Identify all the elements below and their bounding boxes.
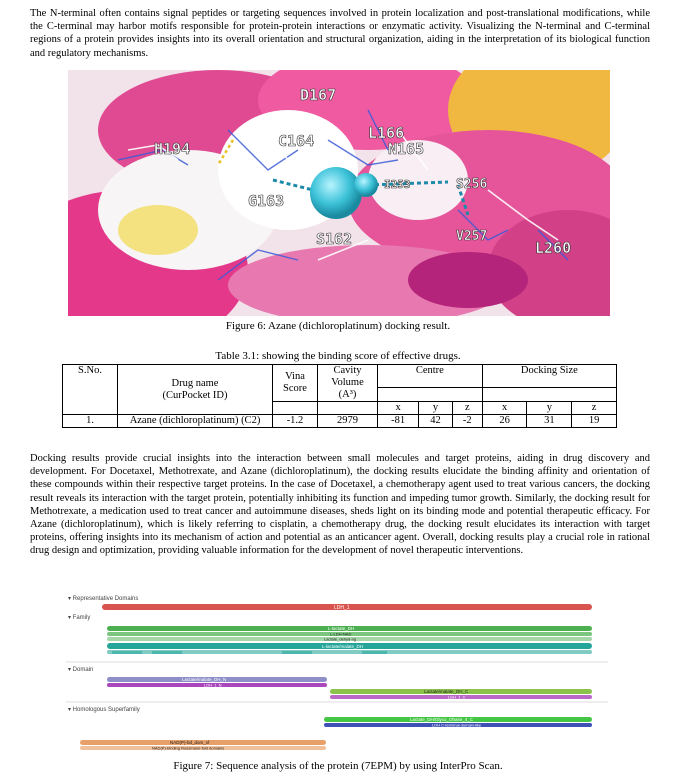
svg-text:NAD(P)-bd_dom_sf: NAD(P)-bd_dom_sf	[170, 740, 210, 745]
header-vina: Vina Score	[273, 365, 318, 402]
table-caption: Table 3.1: showing the binding score of effective drugs.	[215, 350, 461, 362]
header-cavity: Cavity Volume (A³)	[318, 365, 378, 402]
residue-label: G163	[248, 192, 285, 210]
section-domain: ▾ Domain	[68, 667, 94, 673]
header-drug: Drug name (CurPocket ID)	[118, 365, 273, 415]
residue-label: S256	[456, 177, 488, 192]
svg-text:LDH_1_N: LDH_1_N	[204, 682, 222, 688]
svg-text:LDH_1: LDH_1	[334, 605, 350, 611]
docking-paragraph: Docking results provide crucial insights into the interaction between small molecules and target proteins, aiding in drug discovery and development. For Docetaxel, Methotrexate, and Azane (dichloroplatinum), the docking results elucidate the binding affinity and orientation of these compounds within their respective target proteins. In the case of Docetaxel, a chemotherapy agent used to treat various cancers, the docking result reveals its interaction with the target protein, potentially inhibiting its function and impeding tumor growth. Similarly, the docking result for Methotrexate, a medication used to treat cancer and autoimmune diseases, sheds light on its binding mode and potential therapeutic efficacy. For Azane (dichloroplatinum), which is likely referring to cisplatin, a chemotherapy drug, the docking result elucidates its interaction with target proteins, offering insights into its mechanism of action and potential as an anticancer agent. Overall, docking results play a crucial role in rational drug design and optimization, providing valuable information for the development of novel therapeutic interventions.	[30, 453, 650, 557]
svg-text:LDH C-terminal domain-like: LDH C-terminal domain-like	[432, 722, 482, 728]
interpro-sequence-image	[62, 589, 612, 757]
residue-label: V257	[456, 229, 488, 244]
svg-text:Lactate_DH/Glyco_Ohase_4_C: Lactate_DH/Glyco_Ohase_4_C	[410, 717, 474, 722]
intro-paragraph: The N-terminal often contains signal peptides or targeting sequences involved in protein localization and post-translational modifications, while the C-terminal may harbor motifs responsible for protein-protein interactions or enzymatic activity. Visualizing the N-terminal and C-terminal regions of a protein provides insights into its overall orientation and structural organization, aiding in the interpretation of its biological function and regulatory mechanisms.	[30, 8, 650, 59]
figure7-caption: Figure 7: Sequence analysis of the protein (7EPM) by using InterPro Scan.	[173, 760, 503, 772]
docking-result-image	[68, 70, 610, 316]
svg-text:Lactate_dehyd-ng: Lactate_dehyd-ng	[324, 636, 357, 642]
svg-text:NAD(P)-binding Rossmann-fold d: NAD(P)-binding Rossmann-fold domains	[152, 745, 225, 751]
section-family: ▾ Family	[68, 615, 91, 621]
residue-label: C164	[278, 132, 315, 150]
section-homologous: ▾ Homologous Superfamily	[68, 707, 140, 713]
header-centre: Centre	[378, 365, 483, 388]
header-sno: S.No.	[63, 365, 118, 415]
svg-text:L-LDH-NAD: L-LDH-NAD	[330, 631, 352, 637]
binding-score-table: S.No. Drug name (CurPocket ID) Vina Score Cavity Volume (A³) Centre Docking Size x y z x y z 1. Azane (dichloroplatinum) (C2) -1.2 2979 -81 42 -2 26 31 19	[62, 364, 617, 428]
svg-text:LDH_1_C: LDH_1_C	[448, 694, 466, 700]
svg-text:Lactate/malate_DH_C: Lactate/malate_DH_C	[424, 689, 469, 694]
residue-label: H194	[154, 140, 191, 158]
figure6-caption: Figure 6: Azane (dichloroplatinum) docking result.	[225, 320, 451, 332]
residue-label: N165	[388, 140, 425, 158]
residue-label: L260	[535, 239, 572, 257]
svg-text:Lactate/malate_DH_N: Lactate/malate_DH_N	[182, 677, 227, 682]
residue-label: L166	[368, 124, 405, 142]
header-docking: Docking Size	[482, 365, 616, 388]
residue-label: D167	[300, 86, 337, 104]
table-row: 1. Azane (dichloroplatinum) (C2) -1.2 2979 -81 42 -2 26 31 19	[63, 415, 617, 428]
svg-text:L-lactate_DH: L-lactate_DH	[328, 626, 355, 631]
residue-label: I253	[384, 178, 411, 191]
section-representative: ▾ Representative Domains	[68, 596, 139, 602]
svg-text:L-lactate/malate_DH: L-lactate/malate_DH	[322, 644, 364, 649]
residue-label: S162	[316, 230, 353, 248]
